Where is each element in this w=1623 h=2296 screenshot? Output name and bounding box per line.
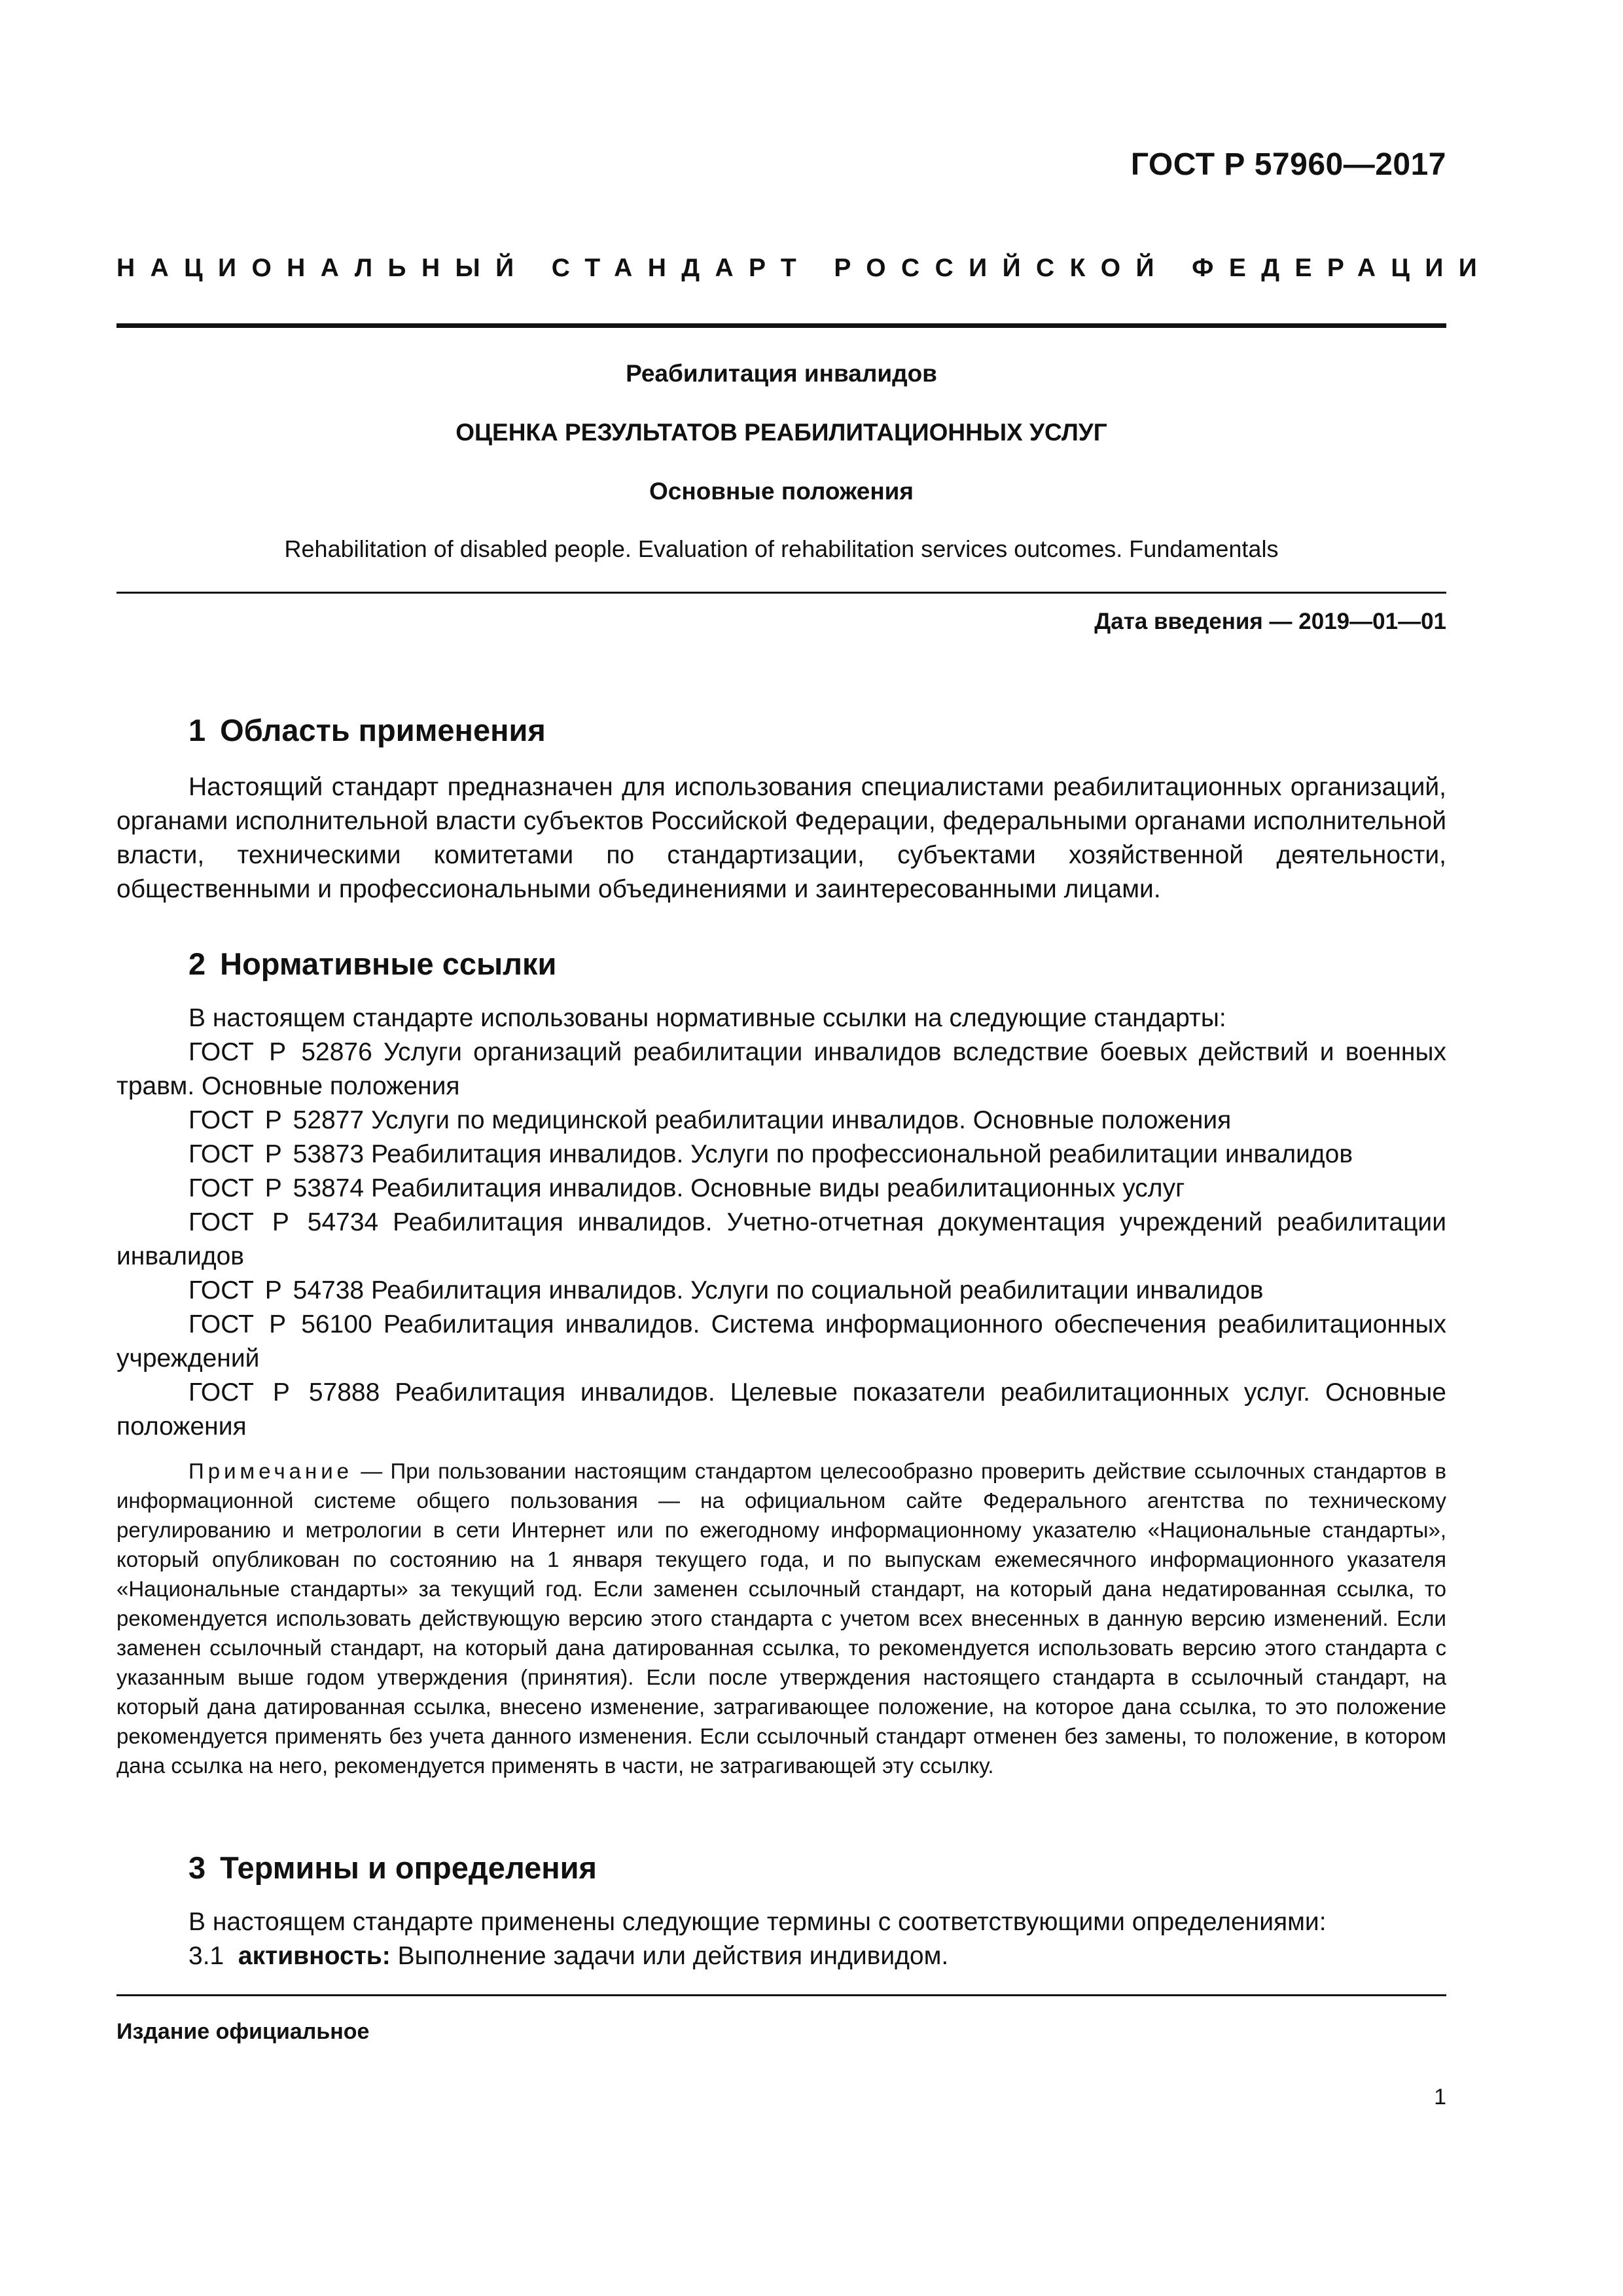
terms-intro: В настоящем стандарте применены следующие термины с соответствующими определениями:	[188, 1908, 1327, 1936]
reference-item	[116, 1274, 1446, 1308]
section-1-title: Область применения	[220, 713, 546, 747]
reference-title: Услуги по медицинской реабилитации инвалидов. Основные положения	[370, 1106, 1232, 1134]
reference-title: Реабилитация инвалидов. Основные виды реабилитационных услуг	[370, 1174, 1185, 1202]
references-intro: В настоящем стандарте использованы нормативные ссылки на следующие стандарты:	[188, 1004, 1226, 1032]
term-definition: Выполнение задачи или действия индивидом.	[397, 1942, 949, 1970]
reference-code: ГОСТ Р 56100	[188, 1310, 372, 1338]
reference-title: Реабилитация инвалидов. Учетно-отчетная документация учреждений реабилитации инвалидов	[116, 1208, 1447, 1270]
note-text: — При пользовании настоящим стандартом целесообразно проверить действие ссылочных стандартов в информационной системе общего пользования — на официальном сайте Федерального агентства по техническому регулированию и метрологии в сети Интернет или по ежегодному информационному указателю «Национальные стандарты», который опубликован по состоянию на 1 января текущего года, и по выпускам ежемесячного информационного указателя «Национальные стандарты» за текущий год. Если заменен ссылочный стандарт, на который дана недатированная ссылка, то рекомендуется использовать действующую версию этого стандарта с учетом всех внесенных в данную версию изменений. Если заменен ссылочный стандарт, на который дана датированная ссылка, то рекомендуется использовать версию этого стандарта с указанным выше годом утверждения (принятия). Если после утверждения настоящего стандарта в ссылочный стандарт, на который дана датированная ссылка, внесено изменение, затрагивающее положение, на которое дана ссылка, то это положение рекомендуется применять без учета данного изменения. Если ссылочный стандарт отменен без замены, то положение, в котором дана ссылка на него, рекомендуется применять в части, не затрагивающей эту ссылку.	[116, 1459, 1446, 1778]
section-1-heading	[188, 712, 546, 748]
title-rule	[116, 592, 1446, 594]
reference-title: Реабилитация инвалидов. Услуги по социальной реабилитации инвалидов	[370, 1276, 1264, 1304]
header-rule	[116, 323, 1446, 328]
footer-rule	[116, 1994, 1446, 1996]
page-number: 1	[1434, 2085, 1446, 2109]
section-2-number: 2	[188, 946, 206, 981]
reference-item	[116, 1035, 1446, 1103]
term-entry	[188, 1939, 948, 1973]
section-3-heading	[188, 1850, 597, 1886]
title-line-3: Основные положения	[649, 478, 914, 505]
section-3-number: 3	[188, 1850, 206, 1885]
reference-title: Реабилитация инвалидов. Услуги по профессиональной реабилитации инвалидов	[370, 1140, 1353, 1168]
reference-code: ГОСТ Р 52877	[188, 1106, 365, 1134]
section-3-title: Термины и определения	[220, 1850, 597, 1885]
reference-title: Услуги организаций реабилитации инвалидов вследствие боевых действий и военных травм. Основные положения	[116, 1038, 1446, 1100]
title-line-2: ОЦЕНКА РЕЗУЛЬТАТОВ РЕАБИЛИТАЦИОННЫХ УСЛУГ	[455, 419, 1107, 446]
introduction-date: Дата введения — 2019—01—01	[1094, 609, 1446, 634]
references-note	[116, 1456, 1446, 1780]
reference-code: ГОСТ Р 54738	[188, 1276, 365, 1304]
reference-code: ГОСТ Р 53873	[188, 1140, 365, 1168]
reference-code: ГОСТ Р 52876	[188, 1038, 372, 1066]
reference-title: Реабилитация инвалидов. Система информационного обеспечения реабилитационных учреждений	[116, 1310, 1447, 1372]
section-2-heading	[188, 946, 556, 982]
reference-title: Реабилитация инвалидов. Целевые показатели реабилитационных услуг. Основные положения	[116, 1378, 1446, 1441]
reference-item	[116, 1103, 1446, 1138]
reference-item	[116, 1206, 1446, 1274]
section-2-title: Нормативные ссылки	[220, 946, 557, 981]
reference-item	[116, 1376, 1446, 1444]
reference-item	[116, 1172, 1446, 1206]
title-english: Rehabilitation of disabled people. Evaluation of rehabilitation services outcomes. Fundamentals	[284, 535, 1279, 562]
reference-code: ГОСТ Р 57888	[188, 1378, 380, 1407]
term-name: активность:	[238, 1942, 391, 1970]
section-1-number: 1	[188, 713, 206, 747]
normative-references	[116, 1001, 1446, 1444]
reference-code: ГОСТ Р 54734	[188, 1208, 379, 1236]
reference-code: ГОСТ Р 53874	[188, 1174, 365, 1202]
term-number: 3.1	[188, 1942, 224, 1970]
section-1-text: Настоящий стандарт предназначен для использования специалистами реабилитационных организаций, органами исполнительной власти субъектов Российской Федерации, федеральными органами исполнительной власти, техническими комитетами по стандартизации, субъектами хозяйственной деятельности, общественными и профессиональными объединениями и заинтересованными лицами.	[116, 773, 1446, 903]
title-line-1: Реабилитация инвалидов	[626, 360, 937, 387]
national-standard-heading: НАЦИОНАЛЬНЫЙ СТАНДАРТ РОССИЙСКОЙ ФЕДЕРАЦИИ	[116, 254, 1493, 282]
official-edition-label: Издание официальное	[116, 2019, 370, 2044]
note-label: Примечание	[188, 1459, 353, 1483]
reference-item	[116, 1308, 1446, 1376]
document-page	[116, 0, 1493, 2296]
reference-item	[116, 1138, 1446, 1172]
gost-code: ГОСТ Р 57960—2017	[1130, 147, 1446, 182]
